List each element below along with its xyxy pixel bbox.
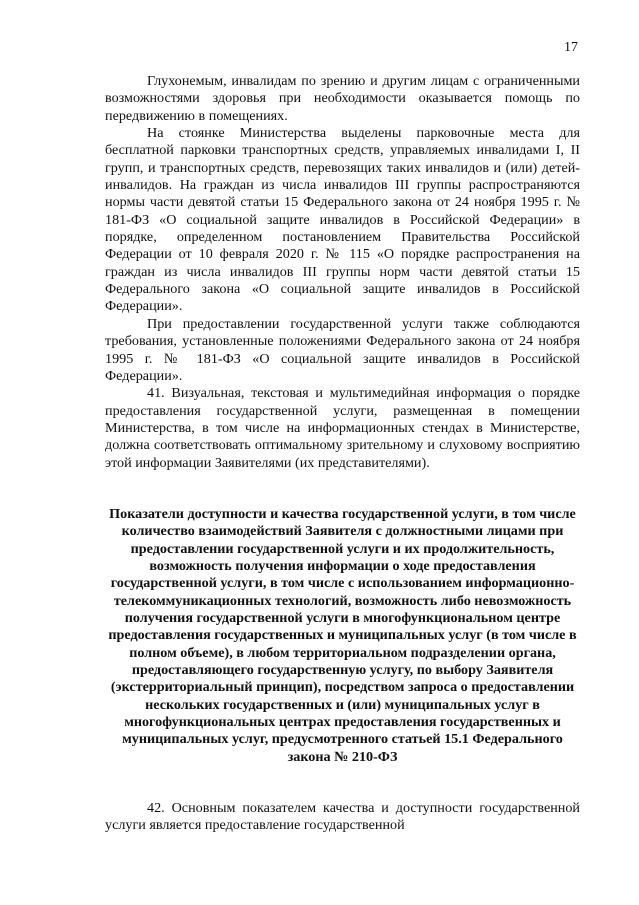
section-heading: Показатели доступности и качества государственной услуги, в том числе количество взаимодействий Заявителя с должностными лицами при предоставлении государственной услуги и их продолжительность, возможность получения информации о ходе предоставления государственной услуги, в том числе с использованием информационно-телекоммуникационных технологий, возможность либо невозможность получения государственной услуги в многофункциональном центре предоставления государственных и муниципальных услуг (в том числе в полном объеме), в любом территориальном подразделении органа, предоставляющего государственную услугу, по выбору Заявителя (экстерриториальный принцип), посредством запроса о предоставлении нескольких государственных и (или) муниципальных услуг в многофункциональных центрах предоставления государственных и муниципальных услуг, предусмотренного статьей 15.1 Федерального закона № 210-ФЗ	[108, 505, 577, 765]
page-number: 17	[564, 40, 578, 55]
paragraph-item-42: 42. Основным показателем качества и доступности государственной услуги является предоставление государственной	[105, 800, 580, 834]
paragraph-requirements: При предоставлении государственной услуги также соблюдаются требования, установленные положениями Федерального закона от 24 ноября 1995 г. № 181-ФЗ «О социальной защите инвалидов в Российской Федерации».	[105, 315, 580, 384]
paragraph-parking: На стоянке Министерства выделены парковочные места для бесплатной парковки транспортных средств, управляемых инвалидами I, II групп, и транспортных средств, перевозящих таких инвалидов и (или) детей-инвалидов. На граждан из числа инвалидов III группы распространяются нормы части девятой статьи 15 Федерального закона от 24 ноября 1995 г. № 181-ФЗ «О социальной защите инвалидов в Российской Федерации» в порядке, определенном постановлением Правительства Российской Федерации от 10 февраля 2020 г. № 115 «О порядке распространения на граждан из числа инвалидов III группы норм части девятой статьи 15 Федерального закона «О социальной защите инвалидов в Российской Федерации».	[105, 125, 580, 315]
paragraph-assistance: Глухонемым, инвалидам по зрению и другим лицам с ограниченными возможностями здоровья при необходимости оказывается помощь по передвижению в помещениях.	[105, 73, 580, 124]
document-body	[105, 73, 580, 835]
paragraph-item-41: 41. Визуальная, текстовая и мультимедийная информация о порядке предоставления государственной услуги, размещенная в помещении Министерства, в том числе на информационных стендах в Министерстве, должна соответствовать оптимальному зрительному и слуховому восприятию этой информации Заявителями (их представителями).	[105, 385, 580, 471]
